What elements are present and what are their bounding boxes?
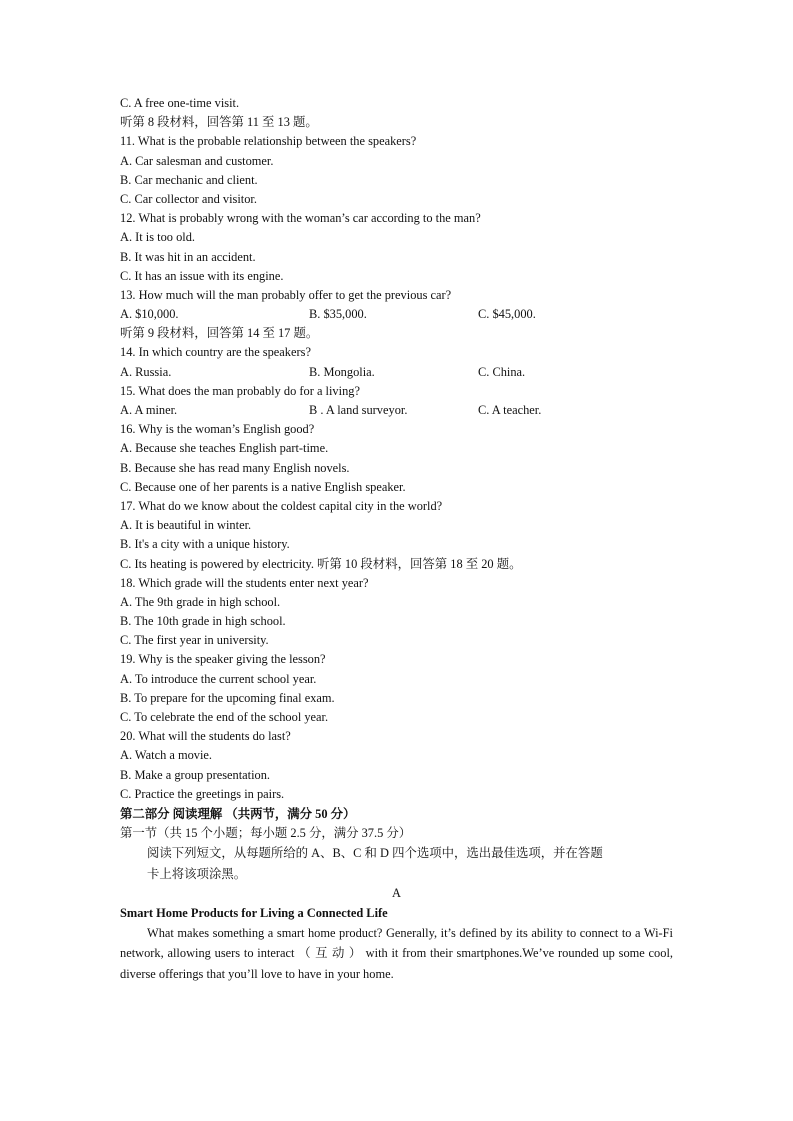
instruction-line: 卡上将该项涂黑。 [147,866,247,881]
option-line: A. The 9th grade in high school. [120,594,281,609]
option-line: A. Car salesman and customer. [120,153,274,168]
option-line: B. Car mechanic and client. [120,172,258,187]
option-c: C. China. [478,364,526,379]
option-line: C. To celebrate the end of the school year. [120,710,329,724]
question-20: 20. What will the students do last? [120,729,291,744]
option-line: C. It has an issue with its engine. [120,268,284,283]
question-12: 12. What is probably wrong with the woman’s car according to the man? [120,211,481,226]
text-column [120,94,673,984]
passage-paragraph: What makes something a smart home product? Generally, it’s defined by its ability to connect to a Wi-Fi network, allowing users to interact （ 互 动 ） with it from their smartphones.We’ve rounded up some cool, diverse offerings that you’ll love to have in your home. [120,926,673,981]
option-b: B. $35,000. [309,307,367,322]
passage-letter: A [392,886,401,901]
option-b: B. Mongolia. [309,364,375,379]
q13-options-row [120,305,673,324]
option-line: A. To introduce the current school year. [120,671,317,686]
option-line-with-section-header: C. Its heating is powered by electricity. 听第 10 段材料，回答第 18 至 20 题。 [120,556,522,571]
question-19: 19. Why is the speaker giving the lesson? [120,652,326,667]
section-header: 听第 8 段材料，回答第 11 至 13 题。 [120,115,318,130]
option-line: B. It was hit in an accident. [120,249,256,264]
option-c: C. $45,000. [478,307,536,322]
option-line: B. To prepare for the upcoming final exam. [120,690,335,705]
option-a: A. $10,000. [120,307,179,322]
option-line: C. The first year in university. [120,633,269,648]
question-13: 13. How much will the man probably offer to get the previous car? [120,287,452,302]
question-16: 16. Why is the woman’s English good? [120,422,315,437]
option-a: A. Russia. [120,364,172,379]
q15-options-row [120,401,673,420]
option-line: C. Because one of her parents is a native English speaker. [120,479,406,494]
option-line: B. Make a group presentation. [120,767,271,782]
question-11: 11. What is the probable relationship between the speakers? [120,134,417,149]
option-b: B . A land surveyor. [309,403,408,417]
option-line: A. Watch a movie. [120,748,213,763]
q14-options-row [120,363,673,382]
section-header: 听第 9 段材料，回答第 14 至 17 题。 [120,326,319,341]
part-two-title: 第二部分 阅读理解 （共两节，满分 50 分） [120,806,356,821]
option-line: B. It's a city with a unique history. [120,537,290,552]
option-line: B. Because she has read many English novels. [120,460,350,475]
option-a: A. A miner. [120,403,178,417]
instruction-line: 阅读下列短文，从每题所给的 A、B、C 和 D 四个选项中，选出最佳选项，并在答题 [147,846,603,861]
question-18: 18. Which grade will the students enter next year? [120,575,369,590]
option-line: A. Because she teaches English part-time. [120,441,329,456]
option-line: B. The 10th grade in high school. [120,614,286,629]
option-line: A. It is too old. [120,230,196,245]
section-one-title: 第一节（共 15 个小题；每小题 2.5 分，满分 37.5 分） [120,826,412,841]
option-line: C. Car collector and visitor. [120,191,257,206]
question-17: 17. What do we know about the coldest capital city in the world? [120,498,443,513]
option-line: C. A free one-time visit. [120,96,240,110]
passage-title: Smart Home Products for Living a Connected Life [120,905,388,920]
option-line: C. Practice the greetings in pairs. [120,786,285,801]
option-line: A. It is beautiful in winter. [120,518,252,533]
question-15: 15. What does the man probably do for a living? [120,383,360,398]
option-c: C. A teacher. [478,403,542,417]
question-14: 14. In which country are the speakers? [120,345,311,360]
